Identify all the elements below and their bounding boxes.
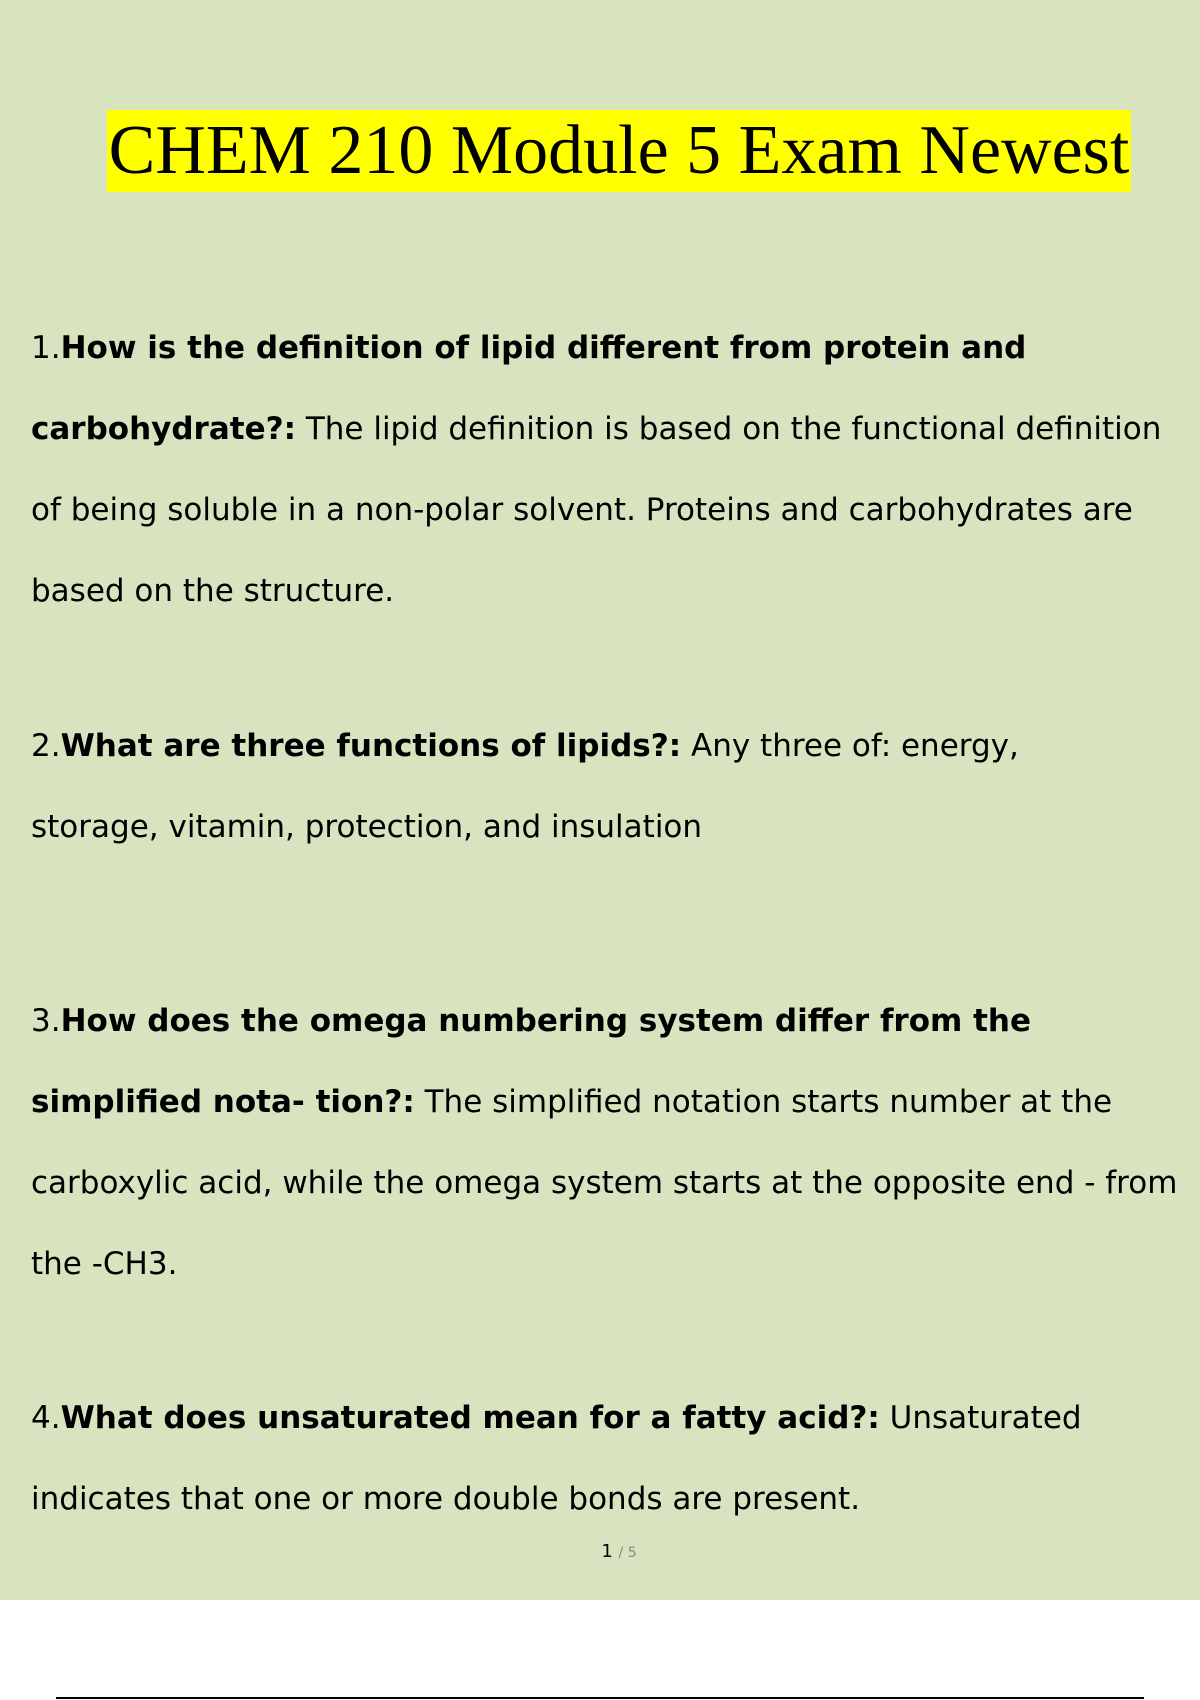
answer-line [31, 1224, 1196, 1305]
question-number: 3. [31, 1003, 61, 1039]
answer-text: storage, vitamin, protection, and insulation [31, 809, 703, 845]
answer-text: of being soluble in a non-polar solvent. Proteins and carbohydrates are [31, 492, 1133, 528]
page-total: / 5 [618, 1545, 637, 1561]
question-3 [31, 981, 1196, 1305]
answer-line [31, 1143, 1196, 1224]
question-text: What are three functions of lipids?: [60, 728, 682, 764]
page-number [0, 1541, 1200, 1562]
answer-text: Any three of: energy, [681, 728, 1019, 764]
question-4 [31, 1378, 1196, 1540]
question-text: simplified nota- tion?: [31, 1084, 415, 1120]
question-1 [31, 308, 1196, 632]
question-text: How is the definition of lipid different from protein and [60, 330, 1027, 366]
question-line [31, 308, 1196, 389]
question-line [31, 389, 1196, 470]
answer-text: The simplified notation starts number at the [414, 1084, 1113, 1120]
page-title: CHEM 210 Module 5 Exam Newest [107, 110, 1132, 192]
question-line [31, 706, 1196, 787]
page-current: 1 [601, 1541, 613, 1562]
answer-text: based on the structure. [31, 573, 395, 609]
answer-text: the -CH3. [31, 1246, 178, 1282]
answer-text: The lipid definition is based on the functional definition [295, 411, 1162, 447]
answer-line [31, 470, 1196, 551]
question-line [31, 981, 1196, 1062]
answer-line [31, 551, 1196, 632]
question-number: 4. [31, 1400, 61, 1436]
answer-line [31, 787, 1196, 868]
question-number: 2. [31, 728, 61, 764]
answer-line [31, 1459, 1196, 1540]
question-2 [31, 706, 1196, 868]
question-line [31, 1378, 1196, 1459]
question-text: carbohydrate?: [31, 411, 296, 447]
question-text: How does the omega numbering system differ from the [60, 1003, 1032, 1039]
question-number: 1. [31, 330, 61, 366]
question-line [31, 1062, 1196, 1143]
answer-text: indicates that one or more double bonds are present. [31, 1481, 861, 1517]
title-container [0, 110, 1200, 192]
bottom-divider [56, 1697, 1144, 1699]
answer-text: Unsaturated [879, 1400, 1082, 1436]
question-text: What does unsaturated mean for a fatty acid?: [60, 1400, 880, 1436]
answer-text: carboxylic acid, while the omega system starts at the opposite end - from [31, 1165, 1178, 1201]
